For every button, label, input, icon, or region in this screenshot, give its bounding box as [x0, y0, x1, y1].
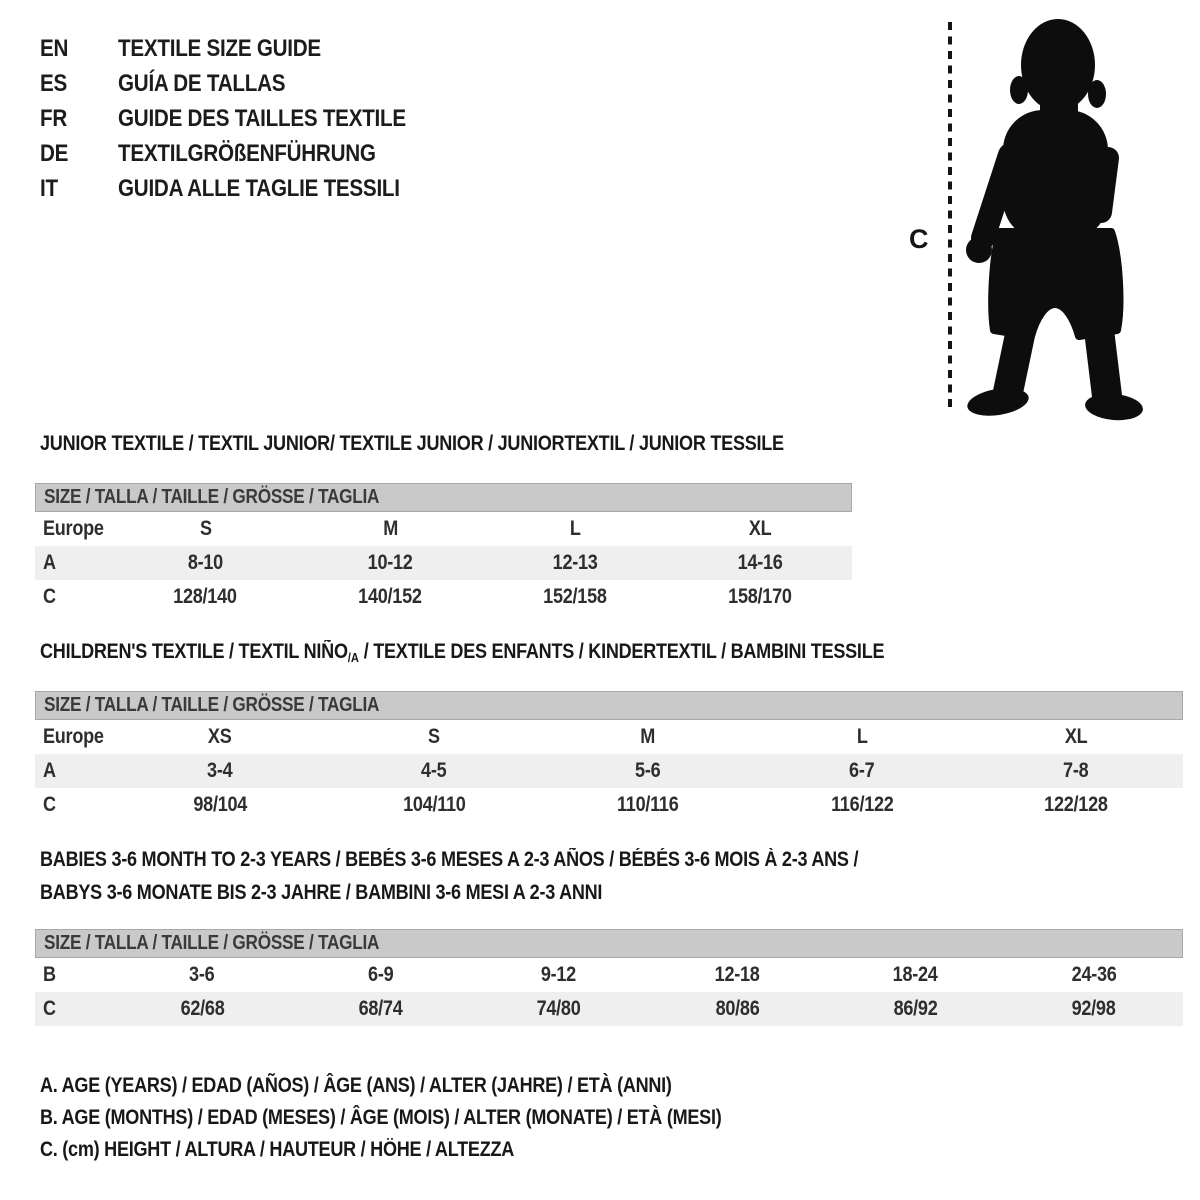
language-row-es [40, 66, 453, 101]
size-value-cell: 7-8 [1063, 759, 1089, 782]
size-value-cell: 5-6 [635, 759, 661, 782]
heading-segment: / TEXTILE DES ENFANTS / KINDERTEXTIL / BAMBINI TESSILE [358, 640, 885, 663]
size-value-cell: 10-12 [367, 551, 413, 574]
size-value-cell: 80/86 [715, 997, 760, 1020]
language-code: ES [40, 69, 68, 97]
size-value-cell: 12-18 [714, 963, 760, 986]
heading-line [40, 843, 1183, 876]
row-label: C [43, 997, 56, 1020]
size-header-label: SIZE / TALLA / TAILLE / GRÖSSE / TAGLIA [44, 694, 380, 716]
size-value-cell: 74/80 [536, 997, 581, 1020]
children-size-rows [35, 720, 1183, 822]
size-value-cell: L [569, 517, 581, 540]
row-label: Europe [43, 517, 104, 540]
size-value-cell: S [428, 725, 440, 748]
size-table-row-c [35, 580, 852, 614]
row-label: B [43, 963, 56, 986]
size-table-row-c [35, 992, 1183, 1026]
heading-line [40, 876, 1183, 909]
size-value-cell: 18-24 [893, 963, 938, 986]
size-value-cell: 24-36 [1071, 963, 1117, 986]
heading-segment: BABYS 3-6 MONATE BIS 2-3 JAHRE / BAMBINI 3-6 MESI A 2-3 ANNI [40, 881, 603, 904]
language-code: DE [40, 139, 69, 167]
size-value-cell: XS [208, 725, 232, 748]
legend-line-b: B. AGE (MONTHS) / EDAD (MESES) / ÂGE (MOIS) / ALTER (MONATE) / ETÀ (MESI) [40, 1106, 722, 1129]
language-code: EN [40, 34, 69, 62]
section-childrens-textile [35, 638, 1183, 822]
section-heading [40, 638, 1183, 666]
size-table-row-b [35, 958, 1183, 992]
size-value-cell: 12-13 [552, 551, 598, 574]
language-row-de [40, 136, 453, 171]
section-heading [40, 430, 852, 458]
size-value-cell: 98/104 [193, 793, 247, 816]
size-value-cell: XL [748, 517, 771, 540]
size-value-cell: M [382, 517, 398, 540]
size-value-cell: 104/110 [402, 793, 466, 816]
size-table-row-a [35, 754, 1183, 788]
size-value-cell: 122/128 [1044, 793, 1108, 816]
size-value-cell: 128/140 [173, 585, 238, 608]
size-header-label: SIZE / TALLA / TAILLE / GRÖSSE / TAGLIA [44, 486, 380, 508]
size-table-row-europe [35, 512, 852, 546]
language-code: FR [40, 104, 68, 132]
language-title-list [40, 31, 453, 206]
size-value-cell: 3-6 [189, 963, 215, 986]
size-value-cell: M [640, 725, 656, 748]
heading-line [40, 638, 1183, 666]
junior-size-rows [35, 512, 852, 614]
language-row-fr [40, 101, 453, 136]
size-value-cell: 8-10 [187, 551, 223, 574]
heading-segment: JUNIOR TEXTILE / TEXTIL JUNIOR/ TEXTILE JUNIOR / JUNIORTEXTIL / JUNIOR TESSILE [40, 432, 784, 455]
guide-title-es: GUÍA DE TALLAS [118, 69, 286, 97]
language-row-en [40, 31, 453, 66]
toddler-silhouette-icon [965, 19, 1144, 422]
heading-line [40, 430, 852, 458]
size-value-cell: 6-9 [367, 963, 394, 986]
size-value-cell: 9-12 [541, 963, 577, 986]
heading-segment: CHILDREN'S TEXTILE / TEXTIL NIÑO [40, 640, 348, 663]
guide-title-it: GUIDA ALLE TAGLIE TESSILI [118, 174, 400, 202]
section-babies-textile [35, 843, 1183, 1026]
section-heading [40, 843, 1183, 909]
guide-title-de: TEXTILGRÖßENFÜHRUNG [118, 139, 376, 167]
heading-segment: BABIES 3-6 MONTH TO 2-3 YEARS / BEBÉS 3-6 MESES A 2-3 AÑOS / BÉBÉS 3-6 MOIS À 2-3 ANS / [40, 848, 859, 871]
size-table-row-a [35, 546, 852, 580]
size-value-cell: 4-5 [421, 759, 447, 782]
guide-title-fr: GUIDE DES TAILLES TEXTILE [118, 104, 406, 132]
legend-line-a: A. AGE (YEARS) / EDAD (AÑOS) / ÂGE (ANS) / ALTER (JAHRE) / ETÀ (ANNI) [40, 1074, 672, 1097]
language-row-it [40, 171, 453, 206]
junior-size-table [35, 483, 852, 614]
size-value-cell: 152/158 [543, 585, 607, 608]
height-measure-label: C [909, 224, 929, 254]
size-value-cell: 6-7 [849, 759, 875, 782]
size-table-row-c [35, 788, 1183, 822]
measurement-legend [40, 1070, 832, 1166]
row-label: C [43, 585, 56, 608]
size-value-cell: L [856, 725, 868, 748]
size-value-cell: 62/68 [180, 997, 225, 1020]
row-label: Europe [43, 725, 104, 748]
size-value-cell: 14-16 [737, 551, 783, 574]
size-value-cell: 140/152 [358, 585, 422, 608]
size-header-label: SIZE / TALLA / TAILLE / GRÖSSE / TAGLIA [44, 932, 380, 954]
size-value-cell: S [199, 517, 212, 540]
size-value-cell: 110/116 [617, 793, 679, 816]
size-value-cell: 116/122 [830, 793, 894, 816]
size-table-header-bar [35, 929, 1183, 958]
size-value-cell: 3-4 [207, 759, 233, 782]
row-label: A [43, 551, 56, 574]
legend-line-c: C. (cm) HEIGHT / ALTURA / HAUTEUR / HÖHE / ALTEZZA [40, 1138, 515, 1161]
heading-segment: /A [347, 650, 359, 665]
size-value-cell: 68/74 [358, 997, 403, 1020]
babies-size-rows [35, 958, 1183, 1026]
babies-size-table [35, 929, 1183, 1026]
size-table-row-europe [35, 720, 1183, 754]
row-label: C [43, 793, 56, 816]
size-value-cell: 92/98 [1071, 997, 1116, 1020]
height-measure-figure [895, 10, 1160, 422]
children-size-table [35, 691, 1183, 822]
section-junior-textile [35, 430, 852, 614]
guide-title-en: TEXTILE SIZE GUIDE [118, 34, 321, 62]
size-value-cell: 86/92 [893, 997, 938, 1020]
size-value-cell: 158/170 [727, 585, 792, 608]
size-table-header-bar [35, 483, 852, 512]
size-value-cell: XL [1064, 725, 1088, 748]
size-table-header-bar [35, 691, 1183, 720]
language-code: IT [40, 174, 58, 202]
row-label: A [43, 759, 56, 782]
